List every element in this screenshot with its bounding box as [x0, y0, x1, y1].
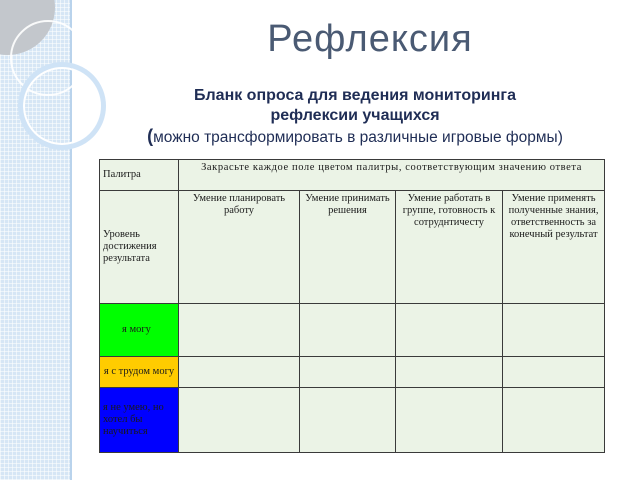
survey-table [99, 159, 605, 453]
answer-cell[interactable] [396, 304, 503, 357]
answer-cell[interactable] [396, 388, 503, 453]
answer-cell[interactable] [503, 357, 605, 388]
column-header-group: Умение работать в группе, готовность к сотруднтичесту [396, 191, 503, 304]
answer-cell[interactable] [300, 388, 396, 453]
answer-cell[interactable] [179, 357, 300, 388]
column-header-plan: Умение планировать работу [179, 191, 300, 304]
level-row-label-hard: я с трудом могу [100, 357, 179, 388]
answer-cell[interactable] [300, 304, 396, 357]
instruction-header: Закрасьте каждое поле цветом палитры, соответствующим значению ответа [179, 160, 605, 191]
answer-cell[interactable] [179, 304, 300, 357]
note-text: можно трансформировать в различные игровые формы) [153, 129, 563, 146]
slide-title: Рефлексия [267, 18, 473, 60]
palette-header: Палитра [100, 160, 179, 191]
subtitle-line-1: Бланк опроса для ведения мониторинга [194, 87, 516, 104]
answer-cell[interactable] [300, 357, 396, 388]
slide-subtitle [70, 86, 640, 148]
level-row-label-can: я могу [100, 304, 179, 357]
answer-cell[interactable] [179, 388, 300, 453]
level-header: Уровень достижения результата [100, 191, 179, 304]
note-paren: ( [147, 126, 154, 146]
subtitle-note [70, 126, 640, 148]
answer-cell[interactable] [396, 357, 503, 388]
level-row-label-learn: я не умею, но хотел бы научиться [100, 388, 179, 453]
subtitle-line-2: рефлексии учащихся [270, 107, 440, 124]
answer-cell[interactable] [503, 388, 605, 453]
answer-cell[interactable] [503, 304, 605, 357]
column-header-decide: Умение принимать решения [300, 191, 396, 304]
column-header-apply: Умение применять полученные знания, ответственность за конечный результат [503, 191, 605, 304]
